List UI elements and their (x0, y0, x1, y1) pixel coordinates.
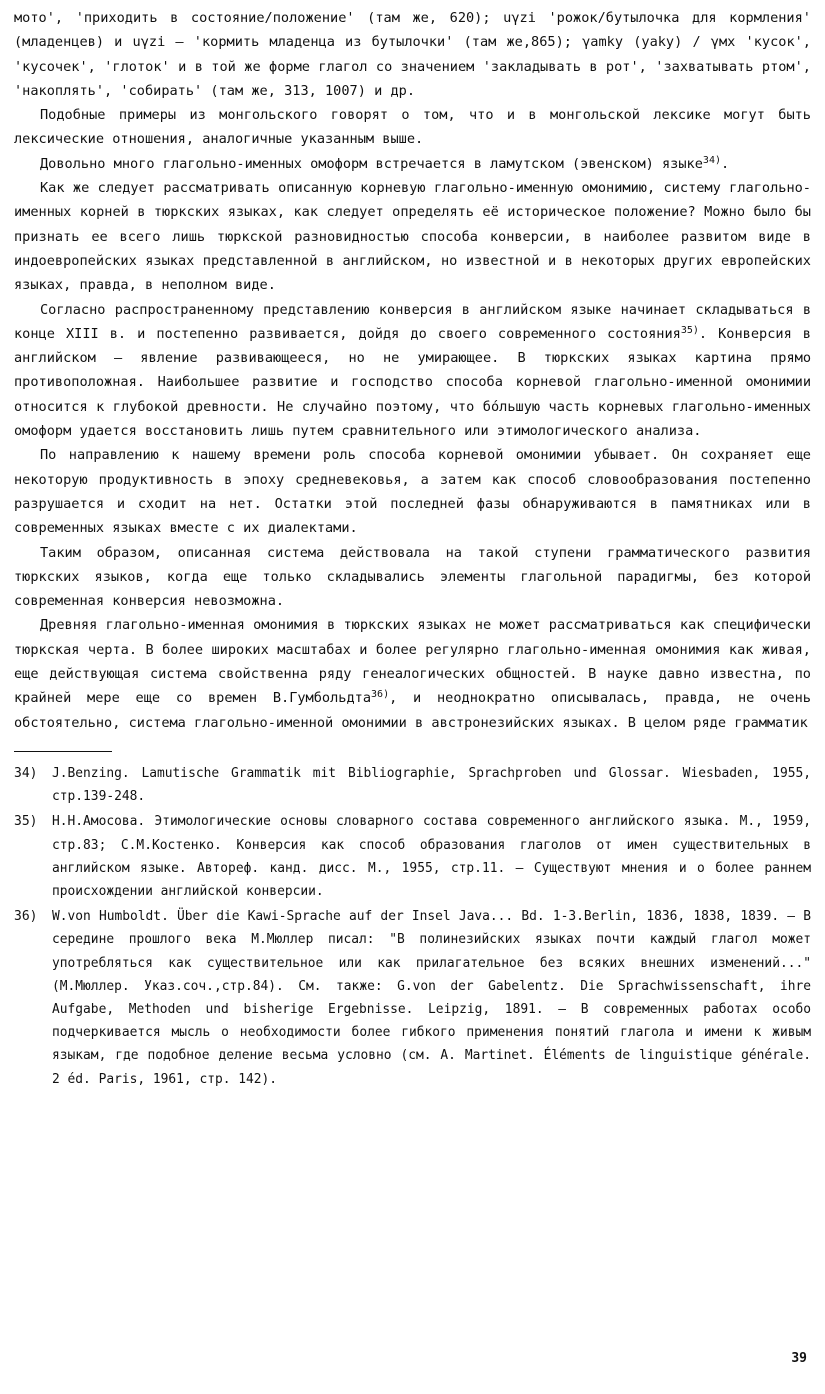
paragraph-text: мото', 'приходить в состояние/положение' (там же, 620); uγzi 'рожок/бутылочка для кормления' (младенцев) и uγzi – 'кормить младенца из бутылочки' (там же,865); γamky (yaky) / γмх 'кусок', 'кусочек', 'глоток' и в той же форме глагол со значением 'закладывать в рот', 'захватывать ртом', 'накоплять', 'собирать' (там же, 313, 1007) и др. (14, 10, 811, 99)
footnote-text: J.Benzing. Lamutische Grammatik mit Bibliographie, Sprachproben und Glossar. Wiesbaden, 1955, стр.139-248. (52, 765, 811, 805)
footnote-separator (14, 751, 112, 752)
footnote-mark: 36) (14, 909, 38, 925)
main-text (14, 6, 811, 735)
footnote-mark: 35) (14, 814, 38, 830)
paragraph-text-tail: , и неоднократно описывалась, правда, не очень обстоятельно, система глагольно-именной омонимии в австронезийских языках. В целом ряде грамматик (14, 690, 811, 731)
paragraph-text: Согласно распространенному представлению конверсия в английском языке начинает складываться в конце XIII в. и постепенно развивается, дойдя до своего современного состояния (14, 301, 811, 342)
paragraph-text: Таким образом, описанная система действовала на такой ступени грамматического развития тюркских языков, когда еще только складывались элементы глагольной парадигмы, без которой современная конверсия невозможна. (14, 544, 811, 610)
footnote (14, 762, 811, 808)
paragraph (14, 541, 811, 614)
paragraph-text: Довольно много глагольно-именных омоформ встречается в ламутском (эвенском) языке (40, 155, 703, 172)
paragraph (14, 443, 811, 540)
footnote-reference: 34) (702, 154, 721, 166)
paragraph-text: Подобные примеры из монгольского говорят о том, что и в монгольской лексике могут быть лексические отношения, аналогичные указанным выше. (14, 107, 811, 148)
footnote-reference: 35) (680, 324, 699, 336)
paragraph (14, 6, 811, 103)
paragraph-text: По направлению к нашему времени роль способа корневой омонимии убывает. Он сохраняет еще некоторую продуктивность в эпоху средневековья, а затем как способ словообразования постепенно разрушается и сходит на нет. Остатки этой последней фазы обнаруживаются в памятниках или в современных языках вместе с их диалектами. (14, 447, 811, 537)
paragraph (14, 103, 811, 152)
footnote (14, 810, 811, 903)
paragraph (14, 176, 811, 297)
paragraph (14, 152, 811, 176)
footnotes (14, 762, 811, 1091)
footnote-mark: 34) (14, 765, 38, 781)
footnote-text: W.von Humboldt. Über die Kawi-Sprache auf der Insel Java... Bd. 1-3.Berlin, 1836, 1838, 1839. – В середине прошлого века М.Мюллер писал: "В полинезийских языках почти каждый глагол может употребляться как существительное или как прилагательное без всяких внешних изменений..." (М.Мюллер. Указ.соч.,стр.84). См. также: G.von der Gabelentz. Die Sprachwissenschaft, ihre Aufgabe, Methoden und bisherige Ergebnisse. Leipzig, 1891. – В современных работах особо подчеркивается мысль о необходимости более гибкого применения понятий глагола и имени к живым языкам, где подобное деление весьма условно (см. A. Martinet. Éléments de linguistique générale. 2 éd. Paris, 1961, стр. 142). (52, 909, 811, 1087)
page-number: 39 (791, 1351, 807, 1366)
paragraph (14, 298, 811, 444)
paragraph-text-tail: . (720, 155, 730, 172)
paragraph-text-tail: . Конверсия в английском – явление развивающееся, но не умирающее. В тюркских языках картина прямо противоположная. Наибольшее развитие и господство способа корневой глагольно-именной омонимии относится к глубокой древности. Не случайно поэтому, что бо́льшую часть корневых глагольно-именных омоформ удается восстановить лишь путем сравнительного или этимологического анализа. (14, 325, 811, 440)
footnote-text: Н.Н.Амосова. Этимологические основы словарного состава современного английского языка. М., 1959, стр.83; С.М.Костенко. Конверсия как способ образования глаголов от имен существительных в английском языке. Автореф. канд. дисс. М., 1955, стр.11. – Существуют мнения и о более раннем происхождении английской конверсии. (52, 814, 811, 899)
footnote-reference: 36) (371, 689, 390, 701)
footnote (14, 905, 811, 1091)
paragraph-text: Древняя глагольно-именная омонимия в тюркских языках не может рассматриваться как специфически тюркская черта. В более широких масштабах и более регулярно глагольно-именная омонимия как живая, еще действующая система свойственна ряду генеалогических общностей. В науке давно известна, по крайней мере еще со времен В.Гумбольдта (14, 617, 811, 707)
paragraph (14, 613, 811, 734)
paragraph-text: Как же следует рассматривать описанную корневую глагольно-именную омонимию, систему глагольно-именных корней в тюркских языках, как следует определять её историческое положение? Можно было бы признать ее всего лишь тюркской разновидностью способа конверсии, в наиболее развитом виде в индоевропейских языках представленной в английском, но известной и в некоторых других европейских языках, правда, в неполном виде. (14, 180, 811, 294)
